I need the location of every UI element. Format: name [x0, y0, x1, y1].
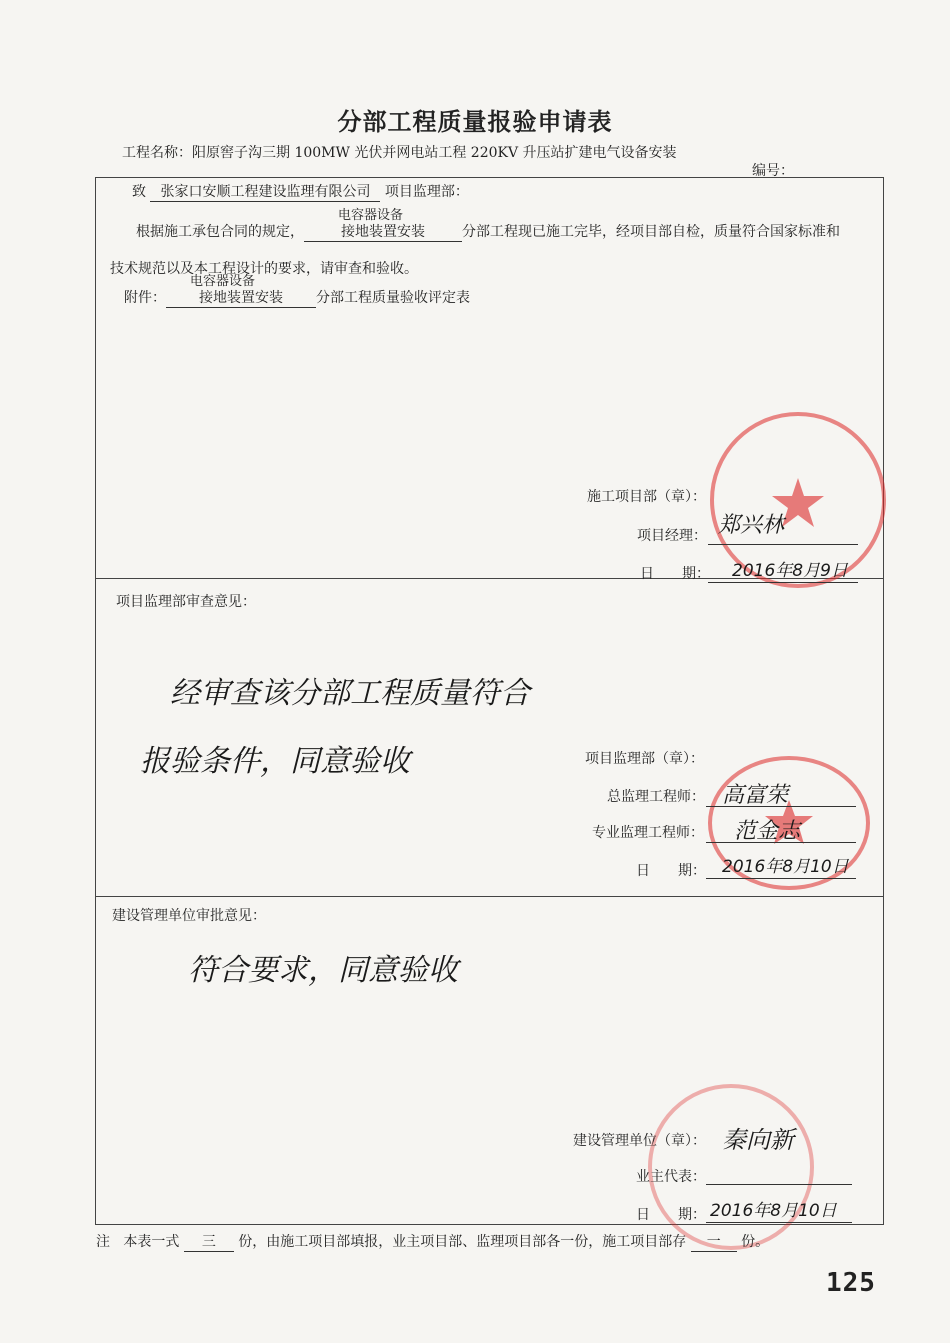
note-label: 注 — [96, 1234, 110, 1250]
section3-date: 2016年8月10日 — [710, 1201, 837, 1221]
construction-dept-label: 施工项目部（章）： — [587, 489, 706, 505]
specialist-engineer-label: 专业监理工程师： — [592, 825, 704, 841]
project-name-row — [122, 142, 677, 162]
addressee-org: 张家口安顺工程建设监理有限公司 — [150, 181, 380, 202]
section1-date-label: 日 期： — [640, 566, 710, 582]
owner-approval-opinion: 符合要求，同意验收 — [188, 953, 458, 988]
section-divider-2 — [95, 896, 884, 897]
owner-representative-label: 业主代表： — [636, 1169, 706, 1185]
page-number: 125 — [826, 1268, 876, 1298]
form-number-label: 编号： — [752, 163, 794, 179]
owner-unit-label: 建设管理单位（章）： — [573, 1133, 706, 1149]
owner-approval-heading: 建设管理单位审批意见： — [112, 908, 266, 924]
statement-suffix: 分部工程现已施工完毕，经项目部自检，质量符合国家标准和 — [462, 224, 840, 240]
section3-date-label: 日 期： — [636, 1207, 706, 1223]
section2-date-label: 日 期： — [636, 863, 706, 879]
project-name-label: 工程名称： — [122, 145, 192, 161]
attachment-row — [124, 287, 470, 308]
subproject-top: 电容器设备 — [338, 208, 404, 223]
project-name: 阳原窖子沟三期 100MW 光伏并网电站工程 220KV 升压站扩建电气设备安装 — [192, 145, 677, 161]
section1-date: 2016年8月9日 — [732, 561, 848, 581]
supervision-opinion-heading: 项目监理部审查意见： — [116, 594, 256, 610]
keep-count: 一 — [691, 1231, 737, 1252]
specialist-engineer-signature: 范金志 — [734, 819, 801, 844]
chief-engineer-signature: 高富荣 — [722, 783, 789, 808]
project-manager-label: 项目经理： — [637, 528, 707, 544]
owner-unit-signature: 秦向新 — [722, 1126, 794, 1154]
supervision-dept-label: 项目监理部（章）： — [585, 751, 704, 767]
statement-prefix: 根据施工承包合同的规定， — [136, 224, 304, 240]
addressee-suffix: 项目监理部： — [384, 184, 469, 200]
note-text-b: 份，由施工项目部填报，业主项目部、监理项目部各一份，施工项目部存 — [238, 1234, 687, 1250]
addressee-row — [132, 181, 469, 202]
note-text-c: 份。 — [741, 1234, 770, 1250]
form-title: 分部工程质量报验申请表 — [337, 107, 613, 136]
section2-date: 2016年8月10日 — [722, 857, 849, 877]
footer-note — [96, 1231, 769, 1252]
attachment-suffix: 分部工程质量验收评定表 — [316, 290, 470, 306]
attachment-label: 附件： — [124, 290, 166, 306]
subproject-name: 接地装置安装 — [304, 221, 462, 242]
to-prefix: 致 — [132, 184, 146, 200]
statement-line-1 — [136, 221, 840, 242]
supervision-opinion-line-1: 经审查该分部工程质量符合 — [170, 676, 530, 711]
attachment-name: 接地装置安装 — [166, 287, 316, 308]
note-text-a: 本表一式 — [123, 1234, 180, 1250]
statement-line-2: 技术规范以及本工程设计的要求，请审查和验收。 — [110, 261, 418, 277]
attachment-top: 电容器设备 — [190, 274, 256, 289]
copies-count: 三 — [184, 1231, 234, 1252]
supervision-opinion-line-2: 报验条件，同意验收 — [140, 744, 410, 779]
chief-engineer-label: 总监理工程师： — [607, 789, 705, 805]
project-manager-signature: 郑兴林 — [718, 513, 785, 538]
owner-representative-line — [706, 1164, 852, 1185]
